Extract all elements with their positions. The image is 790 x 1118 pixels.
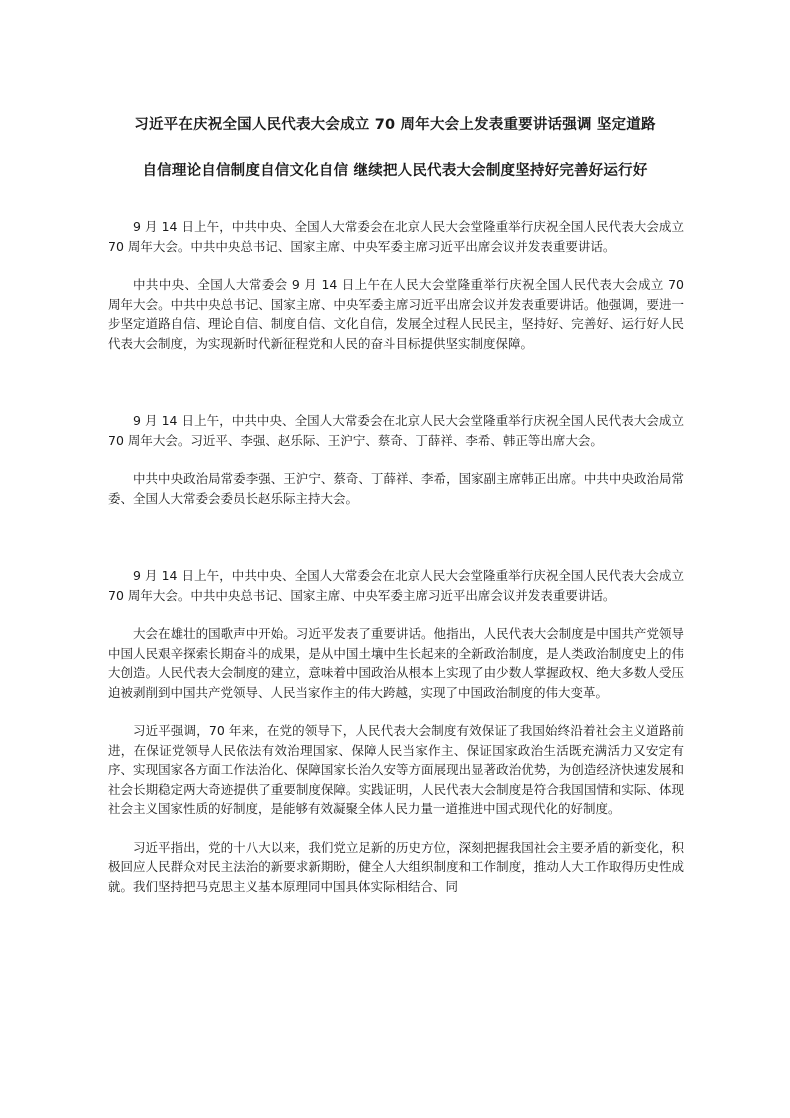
paragraph-8: 习近平指出，党的十八大以来，我们党立足新的历史方位，深刻把握我国社会主要矛盾的新变化，积极回应人民群众对民主法治的新要求新期盼，健全人大组织制度和工作制度，推动人大工作取得历史性成就。我们坚持把马克思主义基本原理同中国具体实际相结合、同 bbox=[108, 839, 684, 894]
paragraph-5: 9 月 14 日上午，中共中央、全国人大常委会在北京人民大会堂隆重举行庆祝全国人民代表大会成立 70 周年大会。中共中央总书记、国家主席、中央军委主席习近平出席会议并发表重要讲话。 bbox=[108, 568, 684, 603]
paragraph-7: 习近平强调，70 年来，在党的领导下，人民代表大会制度有效保证了我国始终沿着社会主义道路前进，在保证党领导人民依法有效治理国家、保障人民当家作主、保证国家政治生活既充满活力又安定有序、实现国家各方面工作法治化、保障国家长治久安等方面展现出显著政治优势，为创造经济快速发展和社会长期稳定两大奇迹提供了重要制度保障。实践证明，人民代表大会制度是符合我国国情和实际、体现社会主义国家性质的好制度，是能够有效凝聚全体人民力量一道推进中国式现代化的好制度。 bbox=[108, 723, 684, 816]
title-line-1: 习近平在庆祝全国人民代表大会成立 70 周年大会上发表重要讲话强调 坚定道路 bbox=[134, 117, 656, 133]
title-line-2: 自信理论自信制度自信文化自信 继续把人民代表大会制度坚持好完善好运行好 bbox=[142, 163, 648, 179]
paragraph-4: 中共中央政治局常委李强、王沪宁、蔡奇、丁薛祥、李希，国家副主席韩正出席。中共中央政治局常委、全国人大常委会委员长赵乐际主持大会。 bbox=[108, 471, 684, 506]
paragraph-2: 中共中央、全国人大常委会 9 月 14 日上午在人民大会堂隆重举行庆祝全国人民代表大会成立 70 周年大会。中共中央总书记、国家主席、中央军委主席习近平出席会议并发表重要讲话。他强调，要进一步坚定道路自信、理论自信、制度自信、文化自信，发展全过程人民民主，坚持好、完善好、运行好人民代表大会制度，为实现新时代新征程党和人民的奋斗目标提供坚实制度保障。 bbox=[108, 277, 684, 351]
paragraph-1: 9 月 14 日上午，中共中央、全国人大常委会在北京人民大会堂隆重举行庆祝全国人民代表大会成立 70 周年大会。中共中央总书记、国家主席、中央军委主席习近平出席会议并发表重要讲话。 bbox=[108, 219, 684, 254]
section-gap bbox=[108, 527, 684, 566]
article-body bbox=[108, 217, 684, 915]
section-gap bbox=[108, 372, 684, 411]
paragraph-6: 大会在雄壮的国歌声中开始。习近平发表了重要讲话。他指出，人民代表大会制度是中国共产党领导中国人民艰辛探索长期奋斗的成果，是从中国土壤中生长起来的全新政治制度，是人类政治制度史上的伟大创造。人民代表大会制度的建立，意味着中国政治从根本上实现了由少数人掌握政权、绝大多数人受压迫被剥削到中国共产党领导、人民当家作主的伟大跨越，实现了中国政治制度的伟大变革。 bbox=[108, 626, 684, 700]
paragraph-3: 9 月 14 日上午，中共中央、全国人大常委会在北京人民大会堂隆重举行庆祝全国人民代表大会成立 70 周年大会。习近平、李强、赵乐际、王沪宁、蔡奇、丁薛祥、李希、韩正等出席大会。 bbox=[108, 413, 684, 448]
article-title bbox=[96, 114, 694, 206]
